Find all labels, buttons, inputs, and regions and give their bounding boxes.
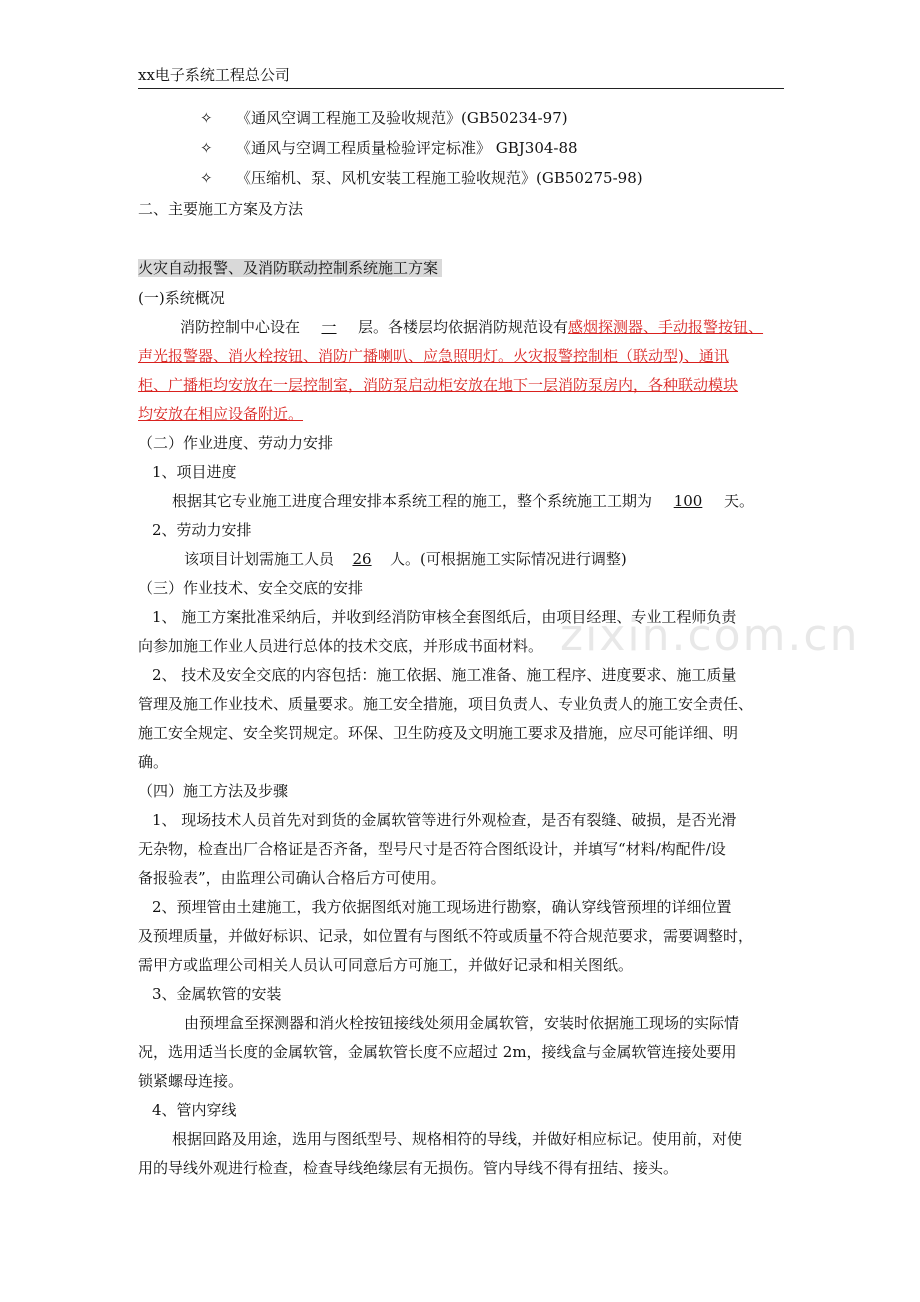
paragraph-line: 向参加施工作业人员进行总体的技术交底，并形成书面材料。: [138, 637, 544, 655]
item-heading: 4、管内穿线: [152, 1101, 237, 1119]
paragraph-line: 备报验表”，由监理公司确认合格后方可使用。: [138, 869, 446, 887]
diamond-bullet-icon: ✧: [200, 109, 213, 127]
paragraph-line: 况，选用适当长度的金属软管，金属软管长度不应超过 2m，接线盒与金属软管连接处要用: [138, 1043, 737, 1061]
subsection-heading: (一)系统概况: [138, 289, 225, 307]
paragraph-line: 2、 技术及安全交底的内容包括：施工依据、施工准备、施工程序、进度要求、施工质量: [152, 666, 737, 684]
paragraph-line: 管理及施工作业技术、质量要求。施工安全措施，项目负责人、专业负责人的施工安全责任、: [138, 695, 754, 713]
duration-days: 100: [673, 492, 703, 510]
company-name: xx电子系统工程总公司: [138, 66, 290, 84]
paragraph-line: 根据其它专业施工进度合理安排本系统工程的施工，整个系统施工工期为 100 天。: [172, 492, 755, 510]
worker-count: 26: [352, 550, 372, 568]
subsection-heading: （三）作业技术、安全交底的安排: [138, 579, 364, 597]
paragraph-line: 根据回路及用途，选用与图纸型号、规格相符的导线，并做好相应标记。使用前，对使: [172, 1130, 743, 1148]
section-heading: 二、主要施工方案及方法: [138, 200, 304, 218]
paragraph-line: 消防控制中心设在 一 层。各楼层均依据消防规范设有感烟探测器、手动报警按钮、: [180, 318, 764, 336]
paragraph-line: 锁紧螺母连接。: [138, 1072, 244, 1090]
diamond-bullet-icon: ✧: [200, 169, 213, 187]
floor-value: 一: [321, 318, 337, 336]
page-header: [138, 64, 784, 89]
paragraph-line: 由预埋盒至探测器和消火栓按钮接线处须用金属软管，安装时依据施工现场的实际情: [184, 1014, 740, 1032]
standard-item: ✧ 《通风空调工程施工及验收规范》(GB50234-97): [200, 109, 568, 127]
paragraph-line: 均安放在相应设备附近。: [138, 405, 304, 423]
item-heading: 2、劳动力安排: [152, 521, 252, 539]
paragraph-line: 确。: [138, 753, 169, 771]
subsection-heading: （二）作业进度、劳动力安排: [138, 434, 334, 452]
standard-item: ✧ 《压缩机、泵、风机安装工程施工验收规范》(GB50275-98): [200, 169, 643, 187]
paragraph-line: 1、 现场技术人员首先对到货的金属软管等进行外观检查，是否有裂缝、破损，是否光滑: [152, 811, 737, 829]
item-heading: 1、项目进度: [152, 463, 237, 481]
paragraph-line: 用的导线外观进行检查，检查导线绝缘层有无损伤。管内导线不得有扭结、接头。: [138, 1159, 679, 1177]
fire-system-title: 火灾自动报警、及消防联动控制系统施工方案: [138, 257, 818, 279]
paragraph-line: 1、 施工方案批准采纳后，并收到经消防审核全套图纸后，由项目经理、专业工程师负责: [152, 608, 737, 626]
paragraph-line: 无杂物，检查出厂合格证是否齐备，型号尺寸是否符合图纸设计，并填写“材料/构配件/设: [138, 840, 726, 858]
paragraph-line: 及预埋质量，并做好标识、记录，如位置有与图纸不符或质量不符合规范要求，需要调整时，: [138, 927, 754, 945]
paragraph-line: 该项目计划需施工人员 26 人。(可根据施工实际情况进行调整): [184, 550, 627, 568]
standard-item: ✧ 《通风与空调工程质量检验评定标准》 GBJ304-88: [200, 139, 578, 157]
paragraph-line: 2、预埋管由土建施工，我方依据图纸对施工现场进行勘察，确认穿线管预埋的详细位置: [152, 898, 732, 916]
item-heading: 3、金属软管的安装: [152, 985, 282, 1003]
subsection-heading: （四）施工方法及步骤: [138, 782, 289, 800]
paragraph-line: 施工安全规定、安全奖罚规定。环保、卫生防疫及文明施工要求及措施，应尽可能详细、明: [138, 724, 739, 742]
paragraph-line: 需甲方或监理公司相关人员认可同意后方可施工，并做好记录和相关图纸。: [138, 956, 634, 974]
paragraph-line: 声光报警器、消火栓按钮、消防广播喇叭、应急照明灯。火灾报警控制柜（联动型)、通讯: [138, 347, 729, 365]
diamond-bullet-icon: ✧: [200, 139, 213, 157]
watermark-text: zixin.com.cn: [560, 610, 860, 661]
paragraph-line: 柜、广播柜均安放在一层控制室，消防泵启动柜安放在地下一层消防泵房内，各种联动模块: [138, 376, 739, 394]
